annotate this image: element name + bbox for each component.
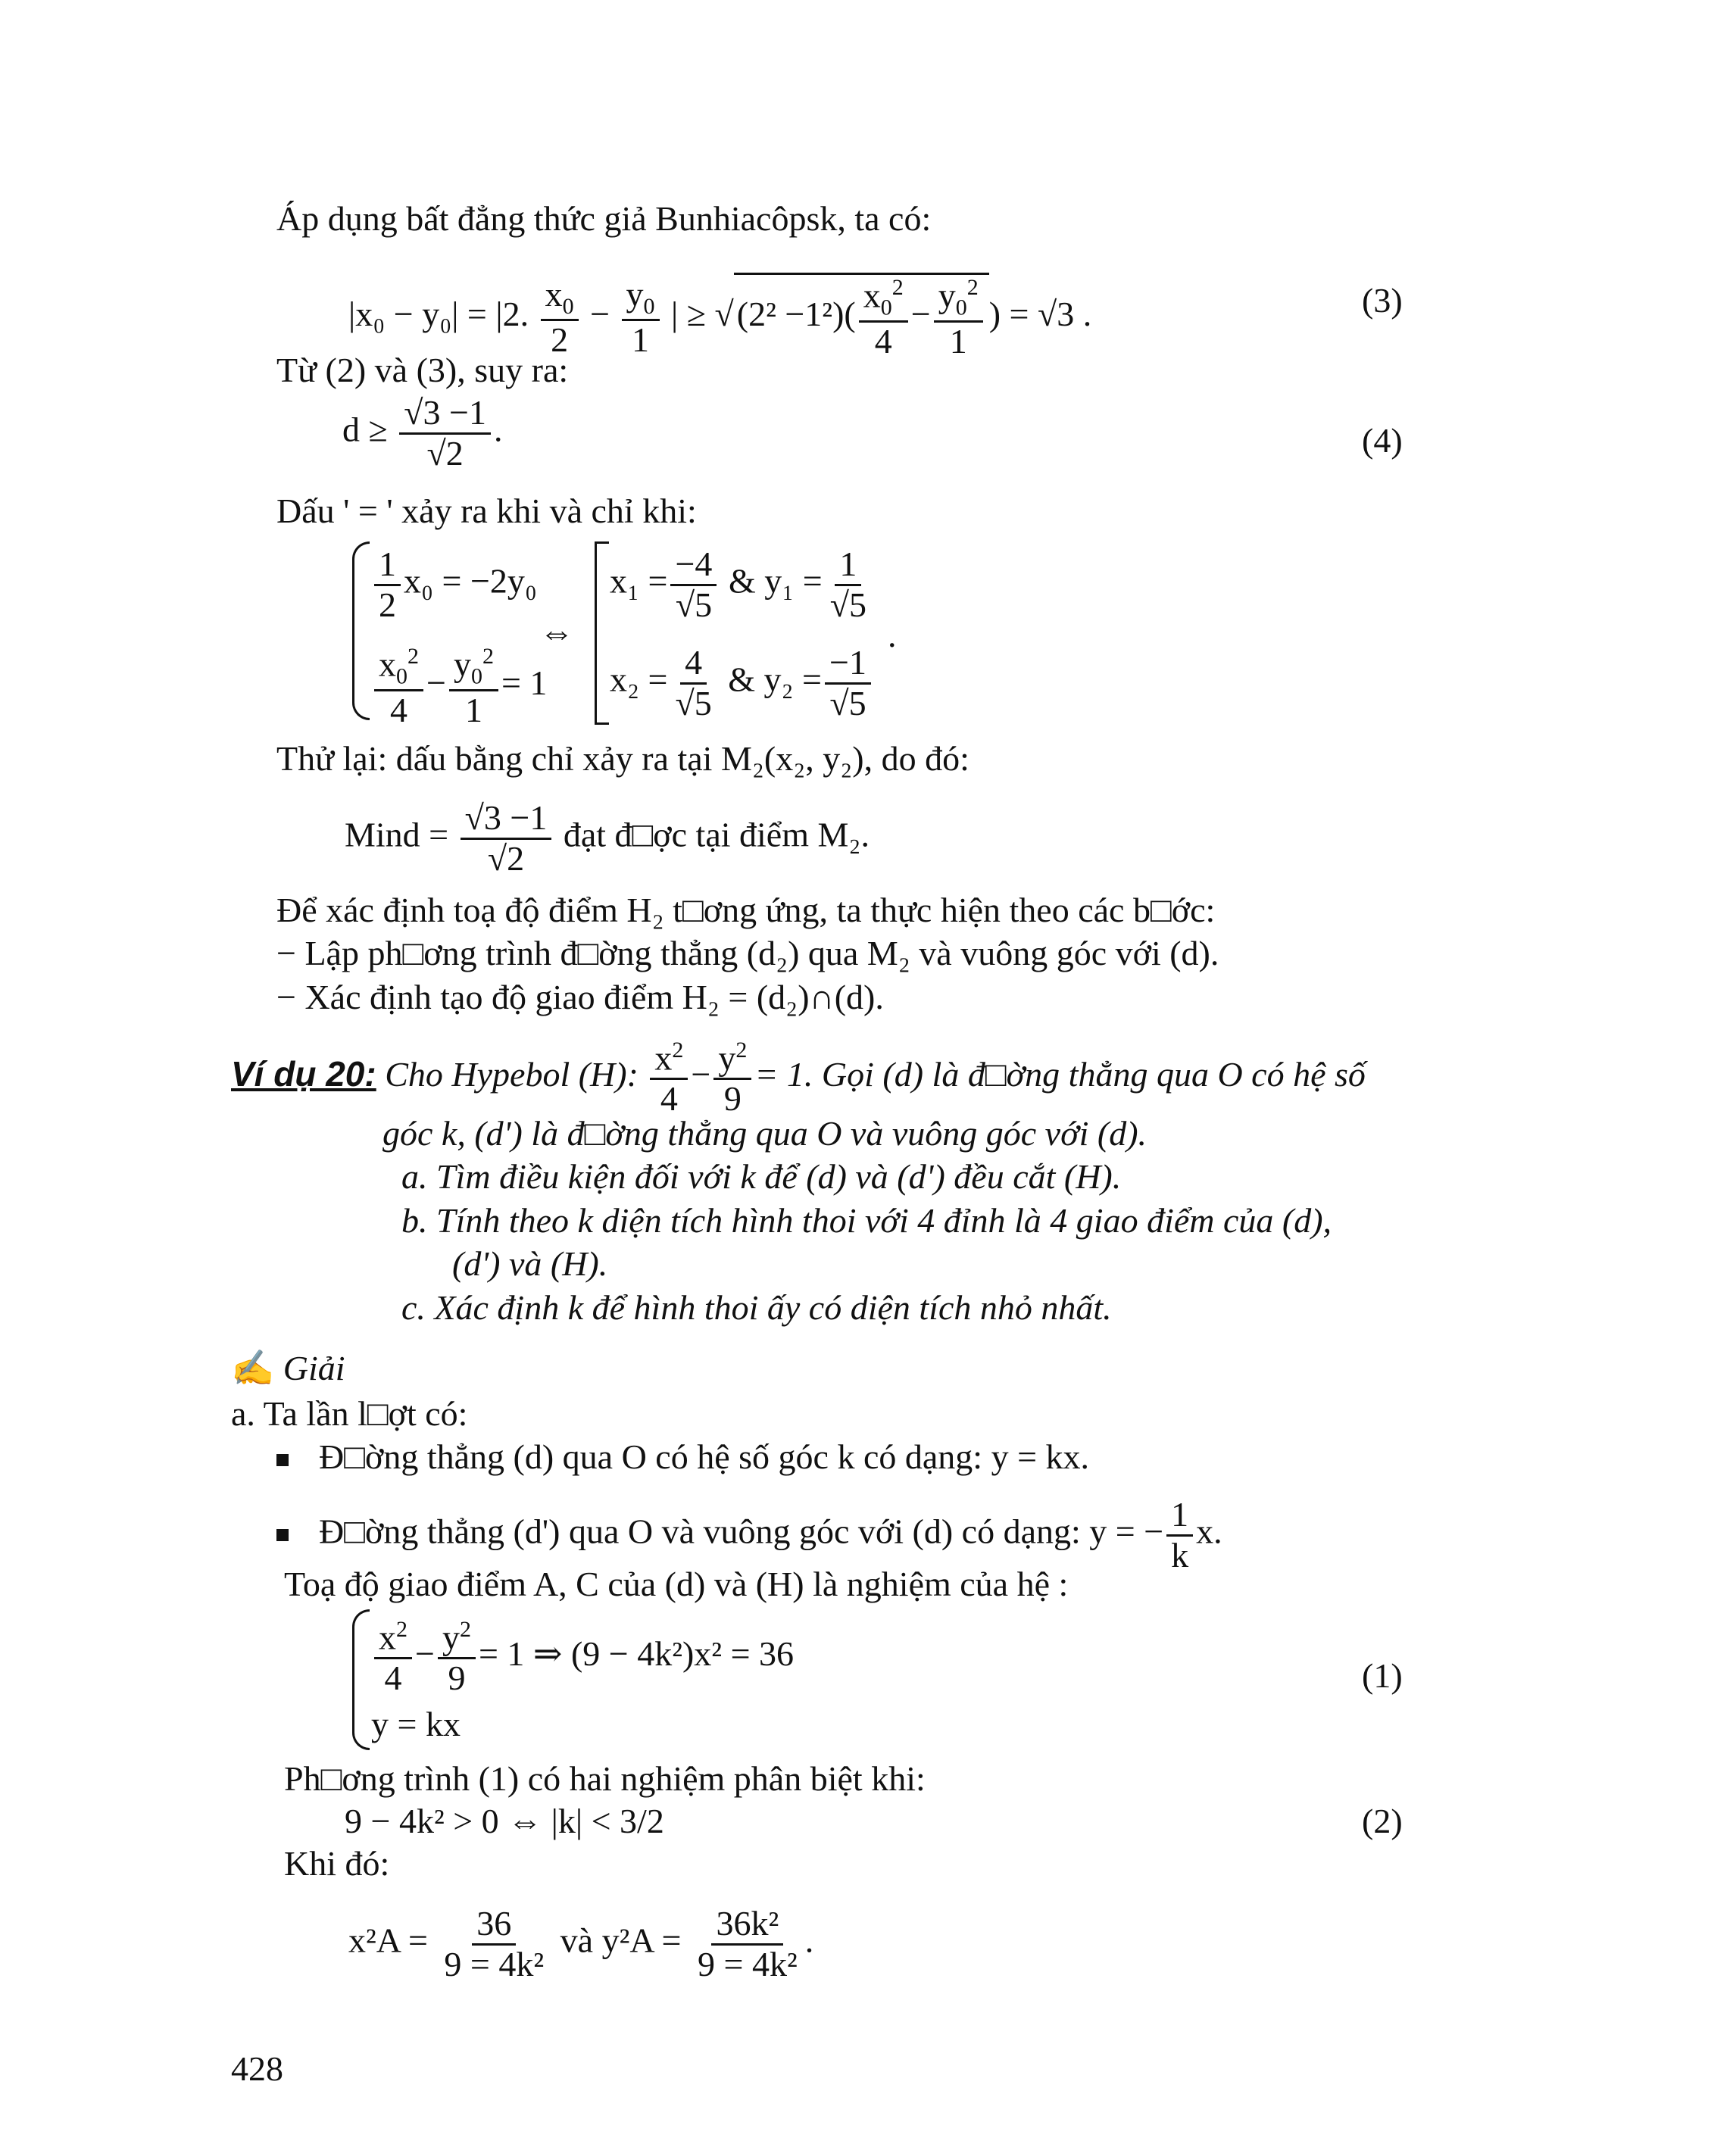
bullet-item: Đ□ờng thẳng (d) qua O có hệ số góc k có dạng: y = kx.: [276, 1437, 1089, 1478]
example-heading: Ví dụ 20: Cho Hypebol (H): $\frac{x^2}{4}$ − $\frac{y^2}{9}$ = 1. Gọi (d) là đ□ờng thẳng qua O có hệ số: [231, 1038, 1366, 1118]
iff-symbol: ⇔: [539, 613, 574, 651]
period: .: [888, 616, 897, 654]
text-line: Để xác định toạ độ điểm H₂ t□ơng ứng, ta thực hiện theo các b□ớc:: [276, 891, 1216, 929]
equation-label: (1): [1362, 1656, 1403, 1695]
text-line: a. Ta lần l□ợt có:: [231, 1394, 468, 1433]
xa-ya-equation: x²A = $\frac{36}{\text{9 = 4k²}}$ và y²A = $\frac{\text{36k²}}{\text{9 = 4k²}}$ .: [348, 1904, 814, 1983]
system-eq-2: $\frac{x_0^2}{4}$ − $\frac{y_0^2}{1}$ = 1: [371, 644, 547, 729]
example-label: Ví dụ 20:: [231, 1053, 376, 1094]
text-line: Từ (2) và (3), suy ra:: [276, 351, 569, 389]
equation-4: d ≥ $\frac{√3 -1}{√2}$ .: [342, 393, 503, 473]
system2-eq-1: $\frac{x^2}{4}$ − $\frac{y^2}{9}$ = 1 ⇒ (9 − 4k²)x² = 36: [371, 1617, 794, 1698]
bullet-icon: [276, 1529, 289, 1541]
equation-3: |x₀ − y₀| = |2. $\frac{x_0}{2}$ − $\frac{y_0}{1}$ | ≥ √(2² −1²)( $\frac{x_0^2}{4}$ − $\frac{y_0^2}{1}$ ) = √3 .: [348, 273, 1091, 360]
text-line: − Lập ph□ơng trình đ□ờng thẳng (d₂) qua M₂ và vuông góc với (d).: [276, 934, 1219, 972]
fraction: $\frac{y_0}{1}$: [622, 276, 660, 360]
text-line: Khi đó:: [284, 1844, 390, 1883]
text-line: góc k, (d') là đ□ờng thẳng qua O và vuông góc với (d).: [382, 1114, 1147, 1153]
bullet-item: Đ□ờng thẳng (d') qua O và vuông góc với (d) có dạng: y = − $\frac{1}{k}$ x.: [276, 1496, 1222, 1574]
solution-1: x₁ = $\frac{-4}{√5}$ & y₁ = $\frac{1}{√5}$: [610, 545, 866, 624]
list-item-cont: (d') và (H).: [452, 1244, 608, 1283]
text-line: Thử lại: dấu bằng chỉ xảy ra tại M₂(x₂, y₂), do đó:: [276, 739, 969, 778]
left-brace: [352, 1609, 370, 1750]
eq3-minus: −: [590, 295, 610, 334]
list-item: c. Xác định k để hình thoi ấy có diện tích nhỏ nhất.: [401, 1288, 1112, 1327]
text-line: − Xác định tạo độ giao điểm H₂ = (d₂)∩(d).: [276, 978, 884, 1016]
equation-label: (2): [1362, 1802, 1403, 1840]
fraction: $\frac{x_0}{2}$: [541, 276, 579, 360]
left-bracket: [595, 541, 609, 725]
equation-label: (4): [1362, 421, 1403, 460]
text-line: Ph□ơng trình (1) có hai nghiệm phân biệt khi:: [284, 1759, 926, 1798]
text-line: Áp dụng bất đẳng thức giả Bunhiacôpsk, ta có:: [276, 199, 932, 238]
equation-label: (3): [1362, 281, 1403, 320]
inequality: 9 − 4k² > 0 ⇔ |k| < 3/2: [345, 1802, 664, 1840]
system2-eq-2: y = kx: [371, 1705, 461, 1743]
solution-heading: ✍ Giải: [231, 1349, 345, 1387]
text-line: Dấu ' = ' xảy ra khi và chỉ khi:: [276, 492, 697, 530]
bullet-icon: [276, 1454, 289, 1466]
fraction: $\frac{√3 -1}{√2}$: [399, 394, 491, 473]
eq3-left: |x₀ − y₀| = |2.: [348, 295, 529, 334]
text-line: Toạ độ giao điểm A, C của (d) và (H) là nghiệm của hệ :: [284, 1565, 1069, 1603]
eq3-end: ) = √3 .: [988, 295, 1092, 334]
list-item: b. Tính theo k diện tích hình thoi với 4 đỉnh là 4 giao điểm của (d),: [401, 1201, 1332, 1240]
sqrt-radicand: (2² −1²)( $\frac{x_0^2}{4}$ − $\frac{y_0^2}{1}$: [734, 273, 989, 360]
pen-icon: ✍: [231, 1349, 275, 1387]
solution-2: x₂ = $\frac{4}{√5}$ & y₂ = $\frac{-1}{√5}$: [610, 644, 874, 722]
left-brace: [352, 541, 370, 720]
page-number: 428: [231, 2049, 283, 2088]
list-item: a. Tìm điều kiện đối với k để (d) và (d') đều cắt (H).: [401, 1157, 1122, 1196]
min-equation: Mind = $\frac{√3 -1}{√2}$ đạt đ□ợc tại điểm M₂.: [345, 798, 870, 878]
system-eq-1: $\frac{1}{2}$ x₀ = −2y₀: [371, 545, 537, 624]
